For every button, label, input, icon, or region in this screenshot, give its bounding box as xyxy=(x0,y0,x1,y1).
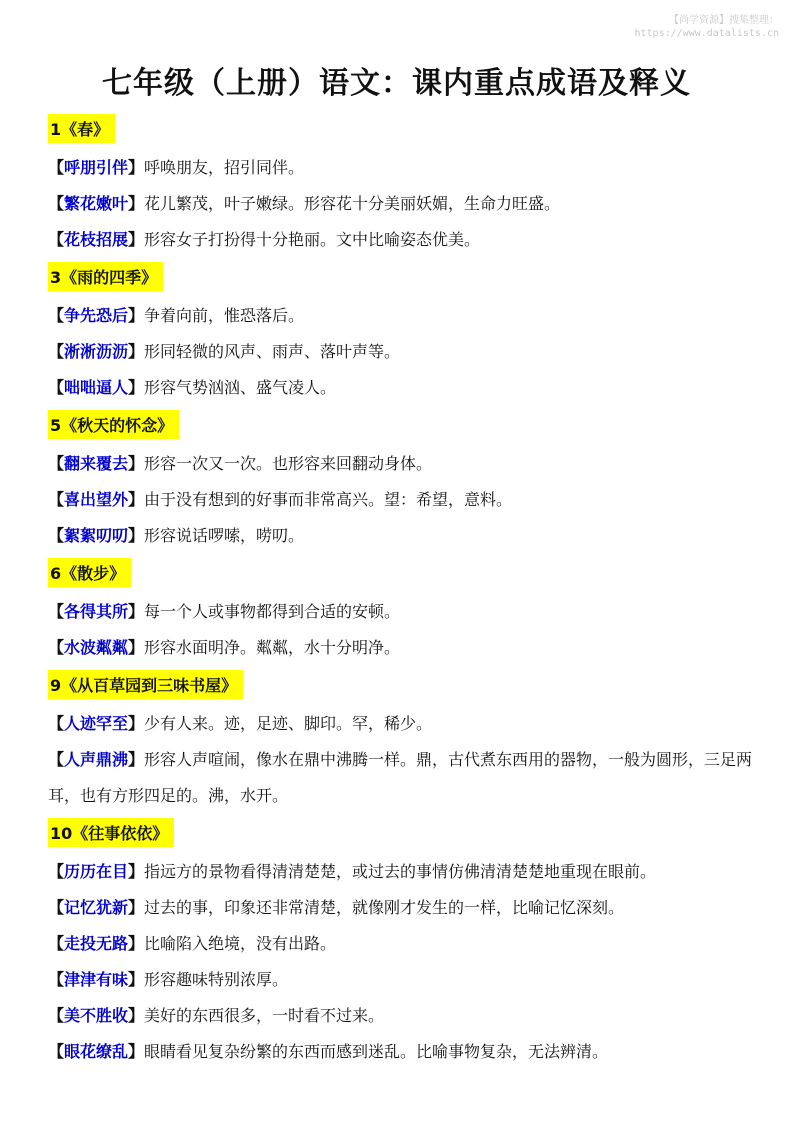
idiom-entry xyxy=(48,334,758,370)
idiom-term: 争先恐后 xyxy=(64,306,129,325)
idiom-term: 淅淅沥沥 xyxy=(64,342,129,361)
idiom-term: 人迹罕至 xyxy=(64,714,129,733)
idiom-definition: 过去的事，印象还非常清楚，就像刚才发生的一样，比喻记忆深刻。 xyxy=(144,898,625,917)
idiom-entry xyxy=(48,222,758,258)
watermark-line-1: 【尚学资源】搜集整理： xyxy=(669,15,779,26)
left-bracket: 【 xyxy=(48,230,65,249)
lesson-section xyxy=(48,260,758,406)
lesson-section xyxy=(48,408,758,554)
idiom-entry xyxy=(48,446,758,482)
right-bracket: 】 xyxy=(128,750,145,769)
idiom-definition: 呼唤朋友，招引同伴。 xyxy=(144,158,305,177)
right-bracket: 】 xyxy=(128,306,145,325)
lesson-section xyxy=(48,668,758,814)
idiom-definition: 形容气势汹汹、盛气凌人。 xyxy=(144,378,337,397)
left-bracket: 【 xyxy=(48,638,65,657)
idiom-term: 呼朋引伴 xyxy=(64,158,129,177)
idiom-term: 津津有味 xyxy=(64,970,129,989)
idiom-term: 人声鼎沸 xyxy=(64,750,129,769)
left-bracket: 【 xyxy=(48,750,65,769)
left-bracket: 【 xyxy=(48,862,65,881)
right-bracket: 】 xyxy=(128,1042,145,1061)
right-bracket: 】 xyxy=(128,714,145,733)
left-bracket: 【 xyxy=(48,714,65,733)
left-bracket: 【 xyxy=(48,1006,65,1025)
idiom-definition: 形容人声喧闹，像水在鼎中沸腾一样。鼎，古代煮东西用的器物，一般为圆形，三足两耳，也有方形四足的。沸，水开。 xyxy=(48,750,753,805)
left-bracket: 【 xyxy=(48,306,65,325)
lesson-section xyxy=(48,816,758,1070)
idiom-definition: 由于没有想到的好事而非常高兴。望：希望，意料。 xyxy=(144,490,513,509)
idiom-term: 喜出望外 xyxy=(64,490,129,509)
idiom-definition: 形容趣味特别浓厚。 xyxy=(144,970,289,989)
idiom-entry xyxy=(48,298,758,334)
idiom-definition: 形容水面明净。粼粼，水十分明净。 xyxy=(144,638,401,657)
idiom-entry xyxy=(48,890,758,926)
idiom-definition: 形容一次又一次。也形容来回翻动身体。 xyxy=(144,454,433,473)
right-bracket: 】 xyxy=(128,970,145,989)
idiom-entry xyxy=(48,482,758,518)
lesson-heading: 9《从百草园到三味书屋》 xyxy=(48,670,243,699)
watermark xyxy=(635,14,780,40)
lesson-heading: 1《春》 xyxy=(48,114,115,143)
idiom-definition: 形容说话啰嗦，唠叨。 xyxy=(144,526,305,545)
left-bracket: 【 xyxy=(48,970,65,989)
left-bracket: 【 xyxy=(48,602,65,621)
idiom-term: 花枝招展 xyxy=(64,230,129,249)
idiom-term: 走投无路 xyxy=(64,934,129,953)
left-bracket: 【 xyxy=(48,490,65,509)
right-bracket: 】 xyxy=(128,490,145,509)
lesson-heading: 10《往事依依》 xyxy=(48,818,174,847)
idiom-definition: 美好的东西很多，一时看不过来。 xyxy=(144,1006,385,1025)
idiom-entry xyxy=(48,518,758,554)
right-bracket: 】 xyxy=(128,526,145,545)
left-bracket: 【 xyxy=(48,158,65,177)
idiom-definition: 眼睛看见复杂纷繁的东西而感到迷乱。比喻事物复杂，无法辨清。 xyxy=(144,1042,609,1061)
left-bracket: 【 xyxy=(48,1042,65,1061)
idiom-definition: 争着向前，惟恐落后。 xyxy=(144,306,305,325)
right-bracket: 】 xyxy=(128,638,145,657)
idiom-entry xyxy=(48,706,758,742)
idiom-term: 历历在目 xyxy=(64,862,129,881)
idiom-term: 咄咄逼人 xyxy=(64,378,129,397)
right-bracket: 】 xyxy=(128,454,145,473)
idiom-term: 美不胜收 xyxy=(64,1006,129,1025)
lesson-section xyxy=(48,556,758,666)
lesson-heading: 5《秋天的怀念》 xyxy=(48,410,179,439)
idiom-entry xyxy=(48,998,758,1034)
right-bracket: 】 xyxy=(128,230,145,249)
left-bracket: 【 xyxy=(48,526,65,545)
idiom-definition: 指远方的景物看得清清楚楚，或过去的事情仿佛清清楚楚地重现在眼前。 xyxy=(144,862,657,881)
idiom-term: 记忆犹新 xyxy=(64,898,129,917)
left-bracket: 【 xyxy=(48,454,65,473)
right-bracket: 】 xyxy=(128,194,145,213)
watermark-line-2: https://www.datalists.cn xyxy=(634,28,779,39)
idiom-list xyxy=(48,112,758,1072)
idiom-term: 水波粼粼 xyxy=(64,638,129,657)
right-bracket: 】 xyxy=(128,862,145,881)
idiom-entry xyxy=(48,370,758,406)
idiom-entry xyxy=(48,594,758,630)
lesson-heading: 3《雨的四季》 xyxy=(48,262,163,291)
idiom-definition: 比喻陷入绝境，没有出路。 xyxy=(144,934,337,953)
idiom-term: 絮絮叨叨 xyxy=(64,526,129,545)
idiom-entry xyxy=(48,962,758,998)
idiom-entry xyxy=(48,926,758,962)
left-bracket: 【 xyxy=(48,898,65,917)
idiom-definition: 花儿繁茂，叶子嫩绿。形容花十分美丽妖媚，生命力旺盛。 xyxy=(144,194,561,213)
idiom-term: 繁花嫩叶 xyxy=(64,194,129,213)
right-bracket: 】 xyxy=(128,378,145,397)
left-bracket: 【 xyxy=(48,934,65,953)
right-bracket: 】 xyxy=(128,602,145,621)
idiom-term: 眼花缭乱 xyxy=(64,1042,129,1061)
idiom-definition: 形同轻微的风声、雨声、落叶声等。 xyxy=(144,342,401,361)
idiom-entry xyxy=(48,186,758,222)
page-title: 七年级（上册）语文：课内重点成语及释义 xyxy=(102,66,691,101)
idiom-entry xyxy=(48,854,758,890)
idiom-entry xyxy=(48,742,758,814)
left-bracket: 【 xyxy=(48,378,65,397)
right-bracket: 】 xyxy=(128,158,145,177)
idiom-definition: 少有人来。迹，足迹、脚印。罕，稀少。 xyxy=(144,714,433,733)
idiom-term: 各得其所 xyxy=(64,602,129,621)
right-bracket: 】 xyxy=(128,934,145,953)
idiom-entry xyxy=(48,150,758,186)
lesson-section xyxy=(48,112,758,258)
idiom-term: 翻来覆去 xyxy=(64,454,129,473)
right-bracket: 】 xyxy=(128,1006,145,1025)
lesson-heading: 6《散步》 xyxy=(48,558,131,587)
right-bracket: 】 xyxy=(128,898,145,917)
left-bracket: 【 xyxy=(48,342,65,361)
idiom-entry xyxy=(48,1034,758,1070)
idiom-definition: 每一个人或事物都得到合适的安顿。 xyxy=(144,602,401,621)
left-bracket: 【 xyxy=(48,194,65,213)
idiom-definition: 形容女子打扮得十分艳丽。文中比喻姿态优美。 xyxy=(144,230,481,249)
idiom-entry xyxy=(48,630,758,666)
right-bracket: 】 xyxy=(128,342,145,361)
